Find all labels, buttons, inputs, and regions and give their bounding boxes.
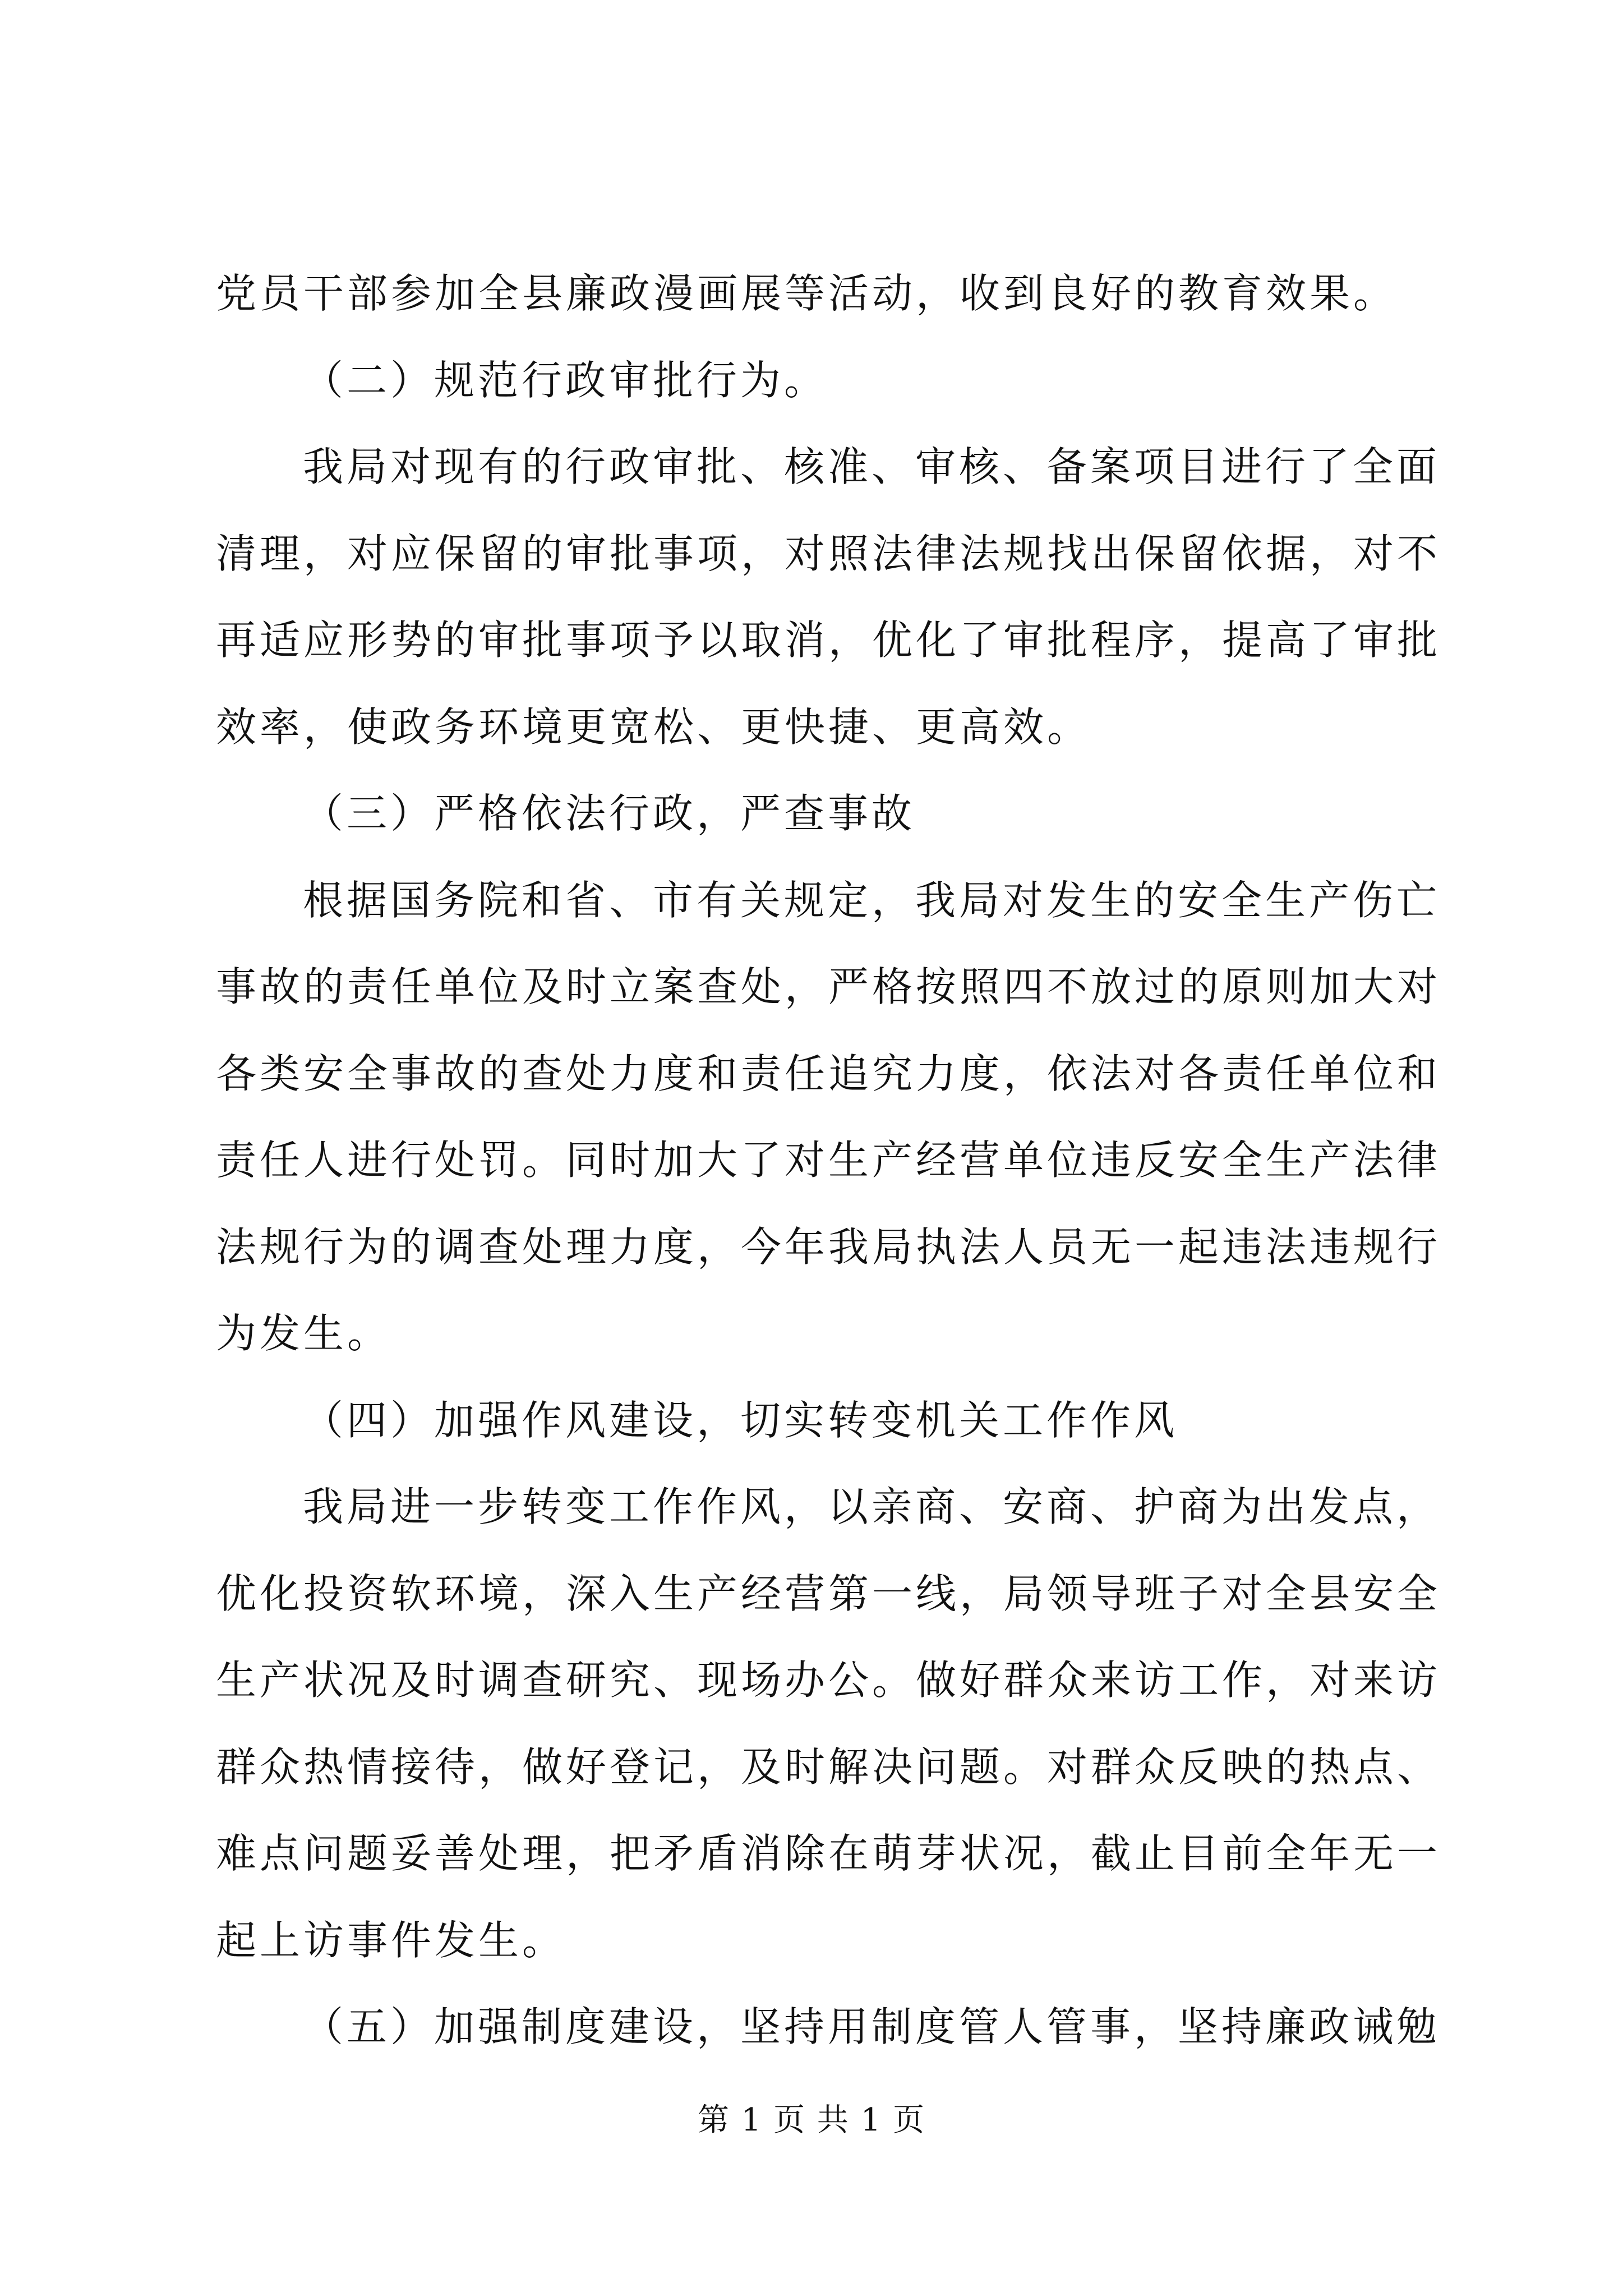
body-line: 责任人进行处罚。同时加大了对生产经营单位违反安全生产法律 bbox=[216, 1137, 1441, 1184]
section-heading: （三）严格依法行政，严查事故 bbox=[303, 790, 916, 837]
body-line: 群众热情接待，做好登记，及时解决问题。对群众反映的热点、 bbox=[216, 1743, 1441, 1791]
page-footer: 第 1 页 共 1 页 bbox=[697, 2102, 926, 2138]
section-heading: （二）规范行政审批行为。 bbox=[303, 357, 828, 404]
body-line: 法规行为的调查处理力度，今年我局执法人员无一起违法违规行 bbox=[216, 1223, 1441, 1271]
body-line: 优化投资软环境，深入生产经营第一线，局领导班子对全县安全 bbox=[216, 1570, 1441, 1617]
section-heading: （五）加强制度建设，坚持用制度管人管事，坚持廉政诫勉 bbox=[303, 2003, 1441, 2050]
body-line: 生产状况及时调查研究、现场办公。做好群众来访工作，对来访 bbox=[216, 1657, 1441, 1704]
body-line: 为发生。 bbox=[216, 1310, 391, 1357]
body-line: 各类安全事故的查处力度和责任追究力度，依法对各责任单位和 bbox=[216, 1050, 1441, 1097]
body-line: 我局对现有的行政审批、核准、审核、备案项目进行了全面 bbox=[303, 443, 1441, 490]
body-line: 党员干部参加全县廉政漫画展等活动，收到良好的教育效果。 bbox=[216, 270, 1398, 317]
body-line: 起上访事件发生。 bbox=[216, 1917, 566, 1964]
body-line: 清理，对应保留的审批事项，对照法律法规找出保留依据，对不 bbox=[216, 530, 1441, 577]
body-line: 再适应形势的审批事项予以取消，优化了审批程序，提高了审批 bbox=[216, 616, 1441, 664]
body-line: 效率，使政务环境更宽松、更快捷、更高效。 bbox=[216, 703, 1091, 751]
body-line: 难点问题妥善处理，把矛盾消除在萌芽状况，截止目前全年无一 bbox=[216, 1830, 1441, 1877]
body-line: 根据国务院和省、市有关规定，我局对发生的安全生产伤亡 bbox=[303, 877, 1441, 924]
section-heading: （四）加强作风建设，切实转变机关工作作风 bbox=[303, 1397, 1178, 1444]
body-line: 事故的责任单位及时立案查处，严格按照四不放过的原则加大对 bbox=[216, 963, 1441, 1010]
body-line: 我局进一步转变工作作风，以亲商、安商、护商为出发点， bbox=[303, 1483, 1441, 1530]
